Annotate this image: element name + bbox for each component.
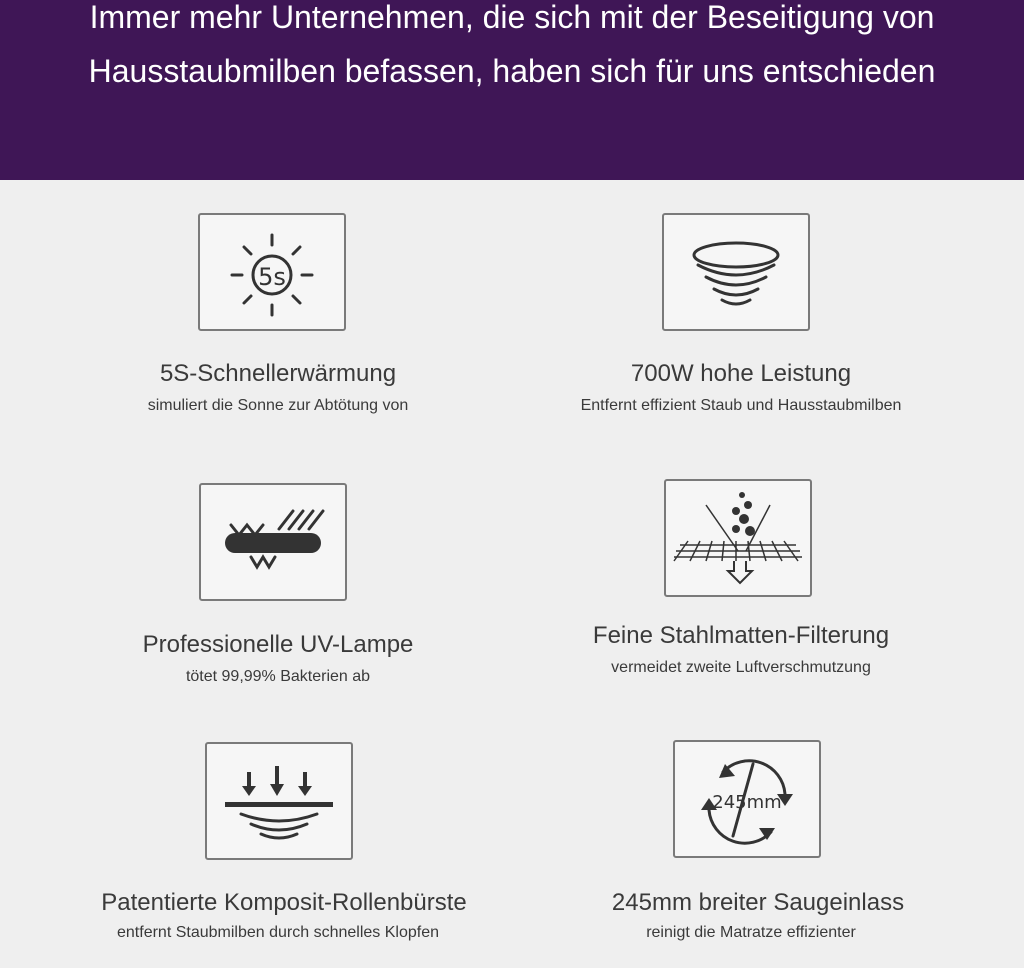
feature-title-brush: Patentierte Komposit-Rollenbürste	[101, 889, 467, 916]
uv-lamp-icon	[201, 485, 345, 599]
feature-subtitle-uv: tötet 99,99% Bakterien ab	[185, 668, 371, 685]
steel-mesh-filter-icon	[666, 481, 810, 595]
feature-title-power: 700W hohe Leistung	[630, 360, 852, 387]
header-banner	[0, 0, 1024, 180]
feature-subtitle-filter: vermeidet zweite Luftverschmutzung	[611, 659, 871, 676]
inlet-245mm-label: 245mm	[712, 792, 782, 813]
feature-subtitle-brush: entfernt Staubmilben durch schnelles Klopfen	[117, 924, 439, 941]
feature-title-heating: 5S-Schnellerwärmung	[159, 360, 397, 387]
feature-icon-box-heating	[198, 213, 346, 331]
sun-5s-icon	[200, 215, 344, 329]
feature-icon-box-power	[662, 213, 810, 331]
feature-icon-box-inlet	[673, 740, 821, 858]
cyclone-icon	[664, 215, 808, 329]
feature-icon-box-filter	[664, 479, 812, 597]
feature-title-inlet: 245mm breiter Saugeinlass	[611, 889, 905, 916]
feature-subtitle-inlet: reinigt die Matratze effizienter	[646, 924, 856, 941]
feature-subtitle-power: Entfernt effizient Staub und Hausstaubmilben	[580, 397, 902, 414]
feature-title-uv: Professionelle UV-Lampe	[142, 631, 414, 658]
feature-subtitle-heating: simuliert die Sonne zur Abtötung von	[147, 397, 409, 414]
feature-icon-box-brush	[205, 742, 353, 860]
feature-title-filter: Feine Stahlmatten-Filterung	[592, 622, 890, 649]
header-title: Immer mehr Unternehmen, die sich mit der Beseitigung von Hausstaubmilben befassen, haben sich für uns entschieden	[88, 0, 936, 89]
roller-brush-icon	[207, 744, 351, 858]
sun-5s-label: 5s	[258, 263, 286, 291]
feature-icon-box-uv	[199, 483, 347, 601]
suction-inlet-245mm-icon	[675, 742, 819, 856]
